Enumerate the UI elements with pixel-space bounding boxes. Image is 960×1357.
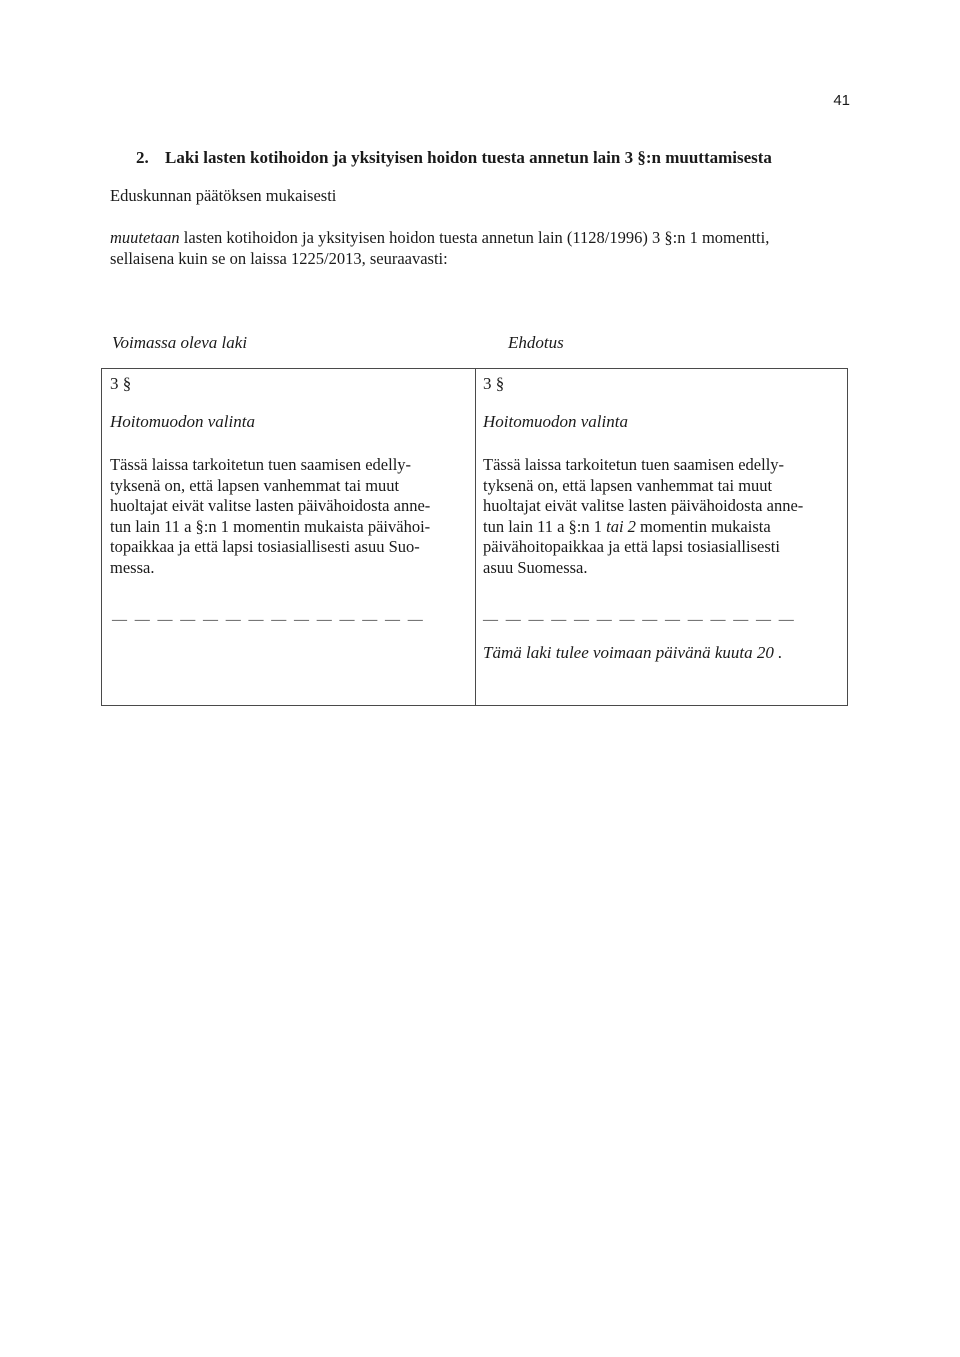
right-body-line: tyksenä on, että lapsen vanhemmat tai muut [483, 475, 773, 495]
entry-into-force: Tämä laki tulee voimaan päivänä kuuta 20 . [483, 643, 783, 662]
intro-line-1 [110, 228, 769, 248]
left-column-header: Voimassa oleva laki [112, 333, 248, 352]
right-line4-part-b: momentin mukaista [635, 516, 771, 536]
right-body-line: Tässä laissa tarkoitetun tuen saamisen edelly- [483, 455, 785, 474]
right-body [483, 455, 803, 579]
right-column-header: Ehdotus [508, 333, 564, 352]
left-omission-dashes: — — — — — — — — — — — — — — [112, 612, 425, 628]
left-body-line: tyksenä on, että lapsen vanhemmat tai muut [110, 475, 400, 495]
page-number: 41 [833, 92, 850, 109]
right-line4-part-a: tun lain 11 a §:n 1 [483, 516, 607, 536]
right-line4-italic: tai 2 [606, 516, 636, 536]
decision-line: Eduskunnan päätöksen mukaisesti [110, 186, 337, 205]
right-subheading: Hoitomuodon valinta [483, 412, 628, 431]
left-subheading: Hoitomuodon valinta [110, 412, 255, 431]
right-body-line [483, 517, 803, 538]
left-body-line: Tässä laissa tarkoitetun tuen saamisen edelly- [110, 455, 412, 474]
right-body-line: huoltajat eivät valitse lasten päivähoidosta anne- [483, 496, 804, 516]
intro-line-2: sellaisena kuin se on laissa 1225/2013, seuraavasti: [110, 249, 448, 268]
left-body-line: topaikkaa ja että lapsi tosiasiallisesti asuu Suo- [110, 537, 420, 557]
intro-italic-word: muutetaan [110, 228, 180, 247]
right-body-line: päivähoitopaikkaa ja että lapsi tosiasiallisesti [483, 537, 780, 557]
intro-line-1-text: lasten kotihoidon ja yksityisen hoidon tuesta annetun lain (1128/1996) 3 §:n 1 momentti, [179, 228, 770, 247]
left-section-number: 3 § [110, 374, 132, 393]
column-divider [475, 368, 476, 706]
left-body-line: messa. [110, 557, 155, 577]
right-body-line: asuu Suomessa. [483, 557, 588, 577]
heading-title: Laki lasten kotihoidon ja yksityisen hoidon tuesta annetun lain 3 §:n muuttamisesta [165, 148, 772, 167]
left-body-line: huoltajat eivät valitse lasten päivähoidosta anne- [110, 496, 431, 516]
right-section-number: 3 § [483, 374, 505, 393]
left-body-line: tun lain 11 a §:n 1 momentin mukaista päivähoi- [110, 516, 431, 536]
left-body [110, 455, 430, 579]
right-omission-dashes: — — — — — — — — — — — — — — [483, 612, 796, 628]
heading-number: 2. [136, 148, 149, 167]
